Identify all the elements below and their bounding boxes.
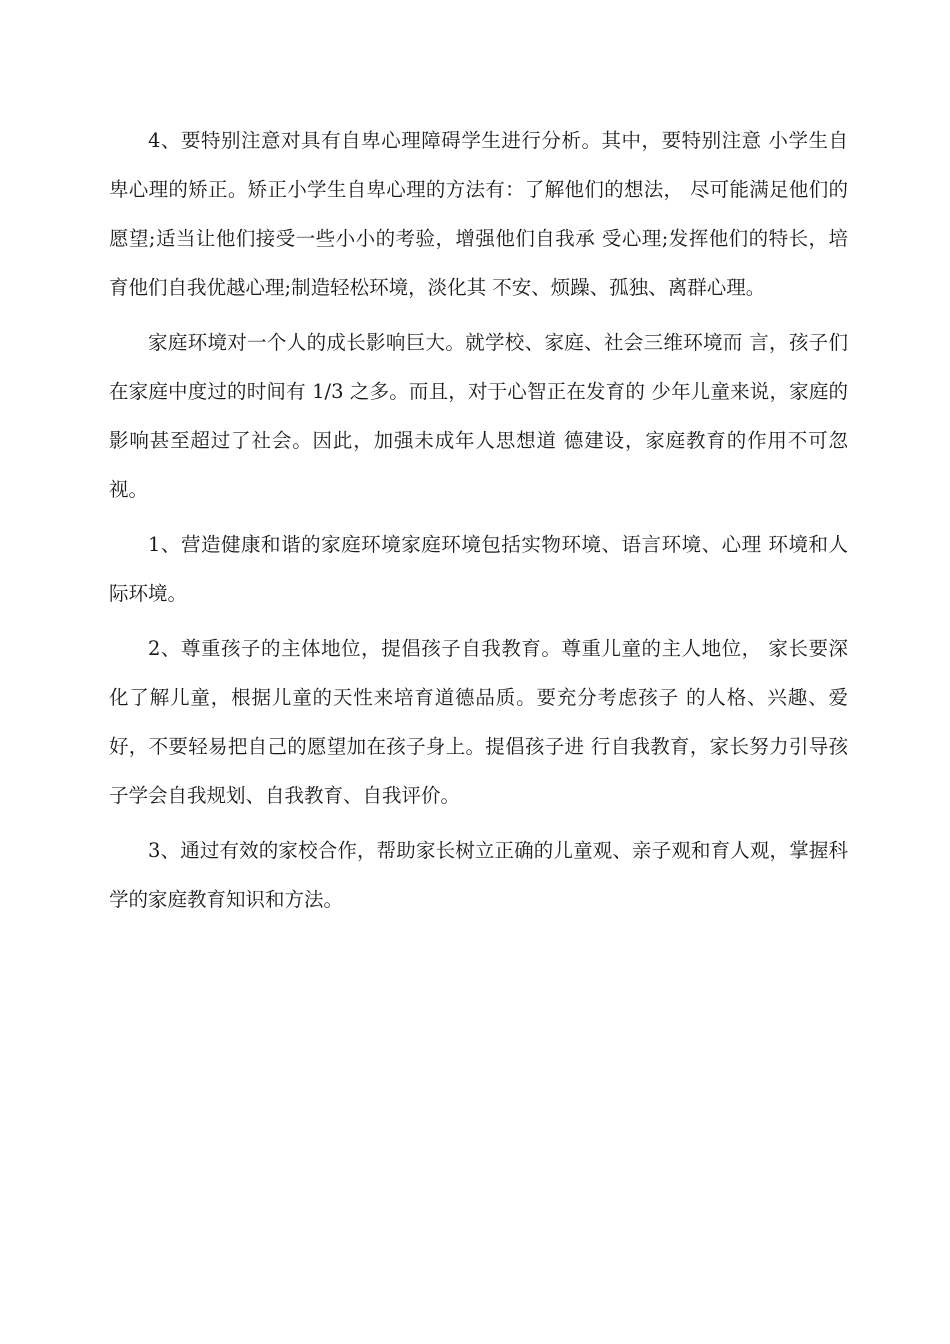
paragraph-respect-child: 2、尊重孩子的主体地位，提倡孩子自我教育。尊重儿童的主人地位， 家长要深化了解儿童，根据儿童的天性来培育道德品质。要充分考虑孩子 的人格、兴趣、爱好，不要轻易把自己的愿望加在孩子身上。提倡孩子进 行自我教育，家长努力引导孩子学会自我规划、自我教育、自我评价。 (109, 637, 848, 807)
paragraph-healthy-home: 1、营造健康和谐的家庭环境家庭环境包括实物环境、语言环境、心理 环境和人际环境。 (109, 533, 848, 605)
paragraph-home-school: 3、通过有效的家校合作，帮助家长树立正确的儿童观、亲子观和育人观，掌握科学的家庭教育知识和方法。 (109, 839, 848, 911)
paragraph-self-esteem: 4、要特别注意对具有自卑心理障碍学生进行分析。其中，要特别注意 小学生自卑心理的矫正。矫正小学生自卑心理的方法有：了解他们的想法， 尽可能满足他们的愿望;适当让他们接受一些小小的考验，增强他们自我承 受心理;发挥他们的特长，培育他们自我优越心理;制造轻松环境，淡化其 不安、烦躁、孤独、离群心理。 (109, 129, 848, 299)
document-body (109, 116, 848, 930)
paragraph-family-environment: 家庭环境对一个人的成长影响巨大。就学校、家庭、社会三维环境而 言，孩子们在家庭中度过的时间有 1/3 之多。而且，对于心智正在发育的 少年儿童来说，家庭的影响甚至超过了社会。因此，加强未成年人思想道 德建设，家庭教育的作用不可忽视。 (109, 331, 848, 501)
